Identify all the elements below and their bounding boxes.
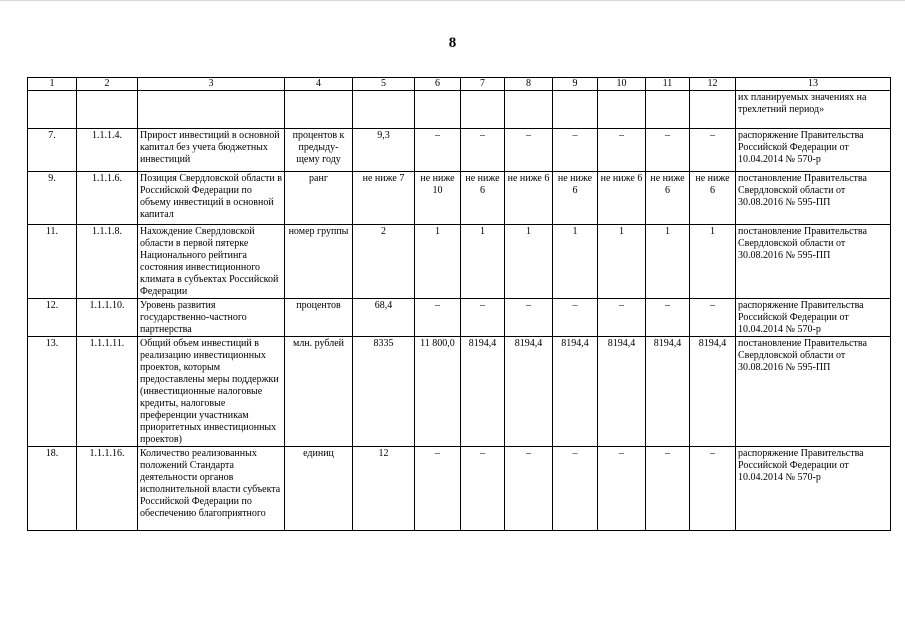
row-basis: постановление Правительства Свердловской области от 30.08.2016 № 595-ПП [736,337,891,447]
row-value-col9: – [553,299,598,337]
row-code: 1.1.1.4. [77,129,138,172]
row-value-col9: – [553,447,598,531]
row-value-col10: – [598,129,646,172]
row-value-col8 [505,91,553,129]
row-value-col11: – [646,299,690,337]
row-unit: процентов [285,299,353,337]
row-value-col10: – [598,299,646,337]
row-code: 1.1.1.11. [77,337,138,447]
row-value-col11: 8194,4 [646,337,690,447]
row-value-col6: – [415,299,461,337]
row-unit: номер группы [285,225,353,299]
row-value-col10: – [598,447,646,531]
header-col-7: 7 [461,78,505,91]
row-code [77,91,138,129]
row-unit: единиц [285,447,353,531]
row-value-col10: 8194,4 [598,337,646,447]
header-col-11: 11 [646,78,690,91]
row-number: 9. [28,172,77,225]
table-row-9 [28,172,891,225]
header-col-8: 8 [505,78,553,91]
header-col-12: 12 [690,78,736,91]
row-value-col11: – [646,129,690,172]
row-value-col8: – [505,447,553,531]
row-value-col9: – [553,129,598,172]
row-indicator-name [138,91,285,129]
row-basis: распоряжение Правительства Российской Федерации от 10.04.2014 № 570-р [736,129,891,172]
row-value-col11 [646,91,690,129]
row-value-col5: 2 [353,225,415,299]
header-col-4: 4 [285,78,353,91]
row-value-col5: не ниже 7 [353,172,415,225]
row-value-col6: – [415,447,461,531]
row-value-col7 [461,91,505,129]
row-value-col9: 1 [553,225,598,299]
row-basis: постановление Правительства Свердловской области от 30.08.2016 № 595-ПП [736,225,891,299]
row-indicator-name: Количество реализованных положений Стандарта деятельности органов исполнительной власти субъекта Российской Федерации по обеспечению благоприятного [138,447,285,531]
row-basis: распоряжение Правительства Российской Федерации от 10.04.2014 № 570-р [736,447,891,531]
row-value-col7: 8194,4 [461,337,505,447]
row-basis: постановление Правительства Свердловской области от 30.08.2016 № 595-ПП [736,172,891,225]
row-value-col11: 1 [646,225,690,299]
header-col-3: 3 [138,78,285,91]
row-value-col12: – [690,299,736,337]
row-value-col8: – [505,299,553,337]
table-row-13 [28,337,891,447]
row-indicator-name: Позиция Свердловской области в Российской Федерации по объему инвестиций в основной капитал [138,172,285,225]
row-value-col9: не ниже 6 [553,172,598,225]
row-indicator-name: Уровень развития государственно-частного партнерства [138,299,285,337]
row-number: 11. [28,225,77,299]
row-indicator-name: Общий объем инвестиций в реализацию инвестиционных проектов, которым предоставлены меры поддержки (инвестиционные налоговые кредиты, налоговые преференции участникам приоритетных инвестиционных проектов) [138,337,285,447]
row-indicator-name: Нахождение Свердловской области в первой пятерке Национального рейтинга состояния инвестиционного климата в субъектах Российской Федерации [138,225,285,299]
row-basis: распоряжение Правительства Российской Федерации от 10.04.2014 № 570-р [736,299,891,337]
indicators-table [27,77,891,531]
header-col-13: 13 [736,78,891,91]
row-basis: их планируемых значениях на трехлетний период» [736,91,891,129]
row-value-col12 [690,91,736,129]
table-row-continuation [28,91,891,129]
header-col-5: 5 [353,78,415,91]
row-value-col5: 9,3 [353,129,415,172]
header-col-9: 9 [553,78,598,91]
row-value-col7: – [461,447,505,531]
row-value-col5: 68,4 [353,299,415,337]
row-value-col5 [353,91,415,129]
row-value-col9: 8194,4 [553,337,598,447]
row-value-col10: 1 [598,225,646,299]
row-value-col8: 1 [505,225,553,299]
row-value-col6: 1 [415,225,461,299]
row-code: 1.1.1.8. [77,225,138,299]
row-number: 18. [28,447,77,531]
header-col-2: 2 [77,78,138,91]
row-value-col6: не ниже 10 [415,172,461,225]
row-indicator-name: Прирост инвестиций в основной капитал без учета бюджетных инвестиций [138,129,285,172]
row-value-col5: 8335 [353,337,415,447]
row-value-col8: – [505,129,553,172]
header-row [28,78,891,91]
row-unit [285,91,353,129]
row-number: 13. [28,337,77,447]
row-value-col6 [415,91,461,129]
row-value-col12: – [690,129,736,172]
row-value-col7: – [461,129,505,172]
row-value-col7: – [461,299,505,337]
row-value-col11: не ниже 6 [646,172,690,225]
row-value-col8: не ниже 6 [505,172,553,225]
row-value-col5: 12 [353,447,415,531]
row-value-col9 [553,91,598,129]
table-row-11 [28,225,891,299]
row-value-col6: 11 800,0 [415,337,461,447]
row-unit: процентов к предыду-щему году [285,129,353,172]
header-col-6: 6 [415,78,461,91]
header-col-1: 1 [28,78,77,91]
row-code: 1.1.1.6. [77,172,138,225]
row-number [28,91,77,129]
row-value-col12: 8194,4 [690,337,736,447]
row-value-col12: – [690,447,736,531]
row-value-col7: 1 [461,225,505,299]
row-value-col12: 1 [690,225,736,299]
table-row-12 [28,299,891,337]
row-unit: ранг [285,172,353,225]
table-row-18 [28,447,891,531]
table-row-7 [28,129,891,172]
row-value-col6: – [415,129,461,172]
row-value-col11: – [646,447,690,531]
row-value-col8: 8194,4 [505,337,553,447]
page-number: 8 [448,35,457,51]
header-col-10: 10 [598,78,646,91]
row-code: 1.1.1.16. [77,447,138,531]
row-unit: млн. рублей [285,337,353,447]
row-value-col10: не ниже 6 [598,172,646,225]
row-number: 12. [28,299,77,337]
row-value-col12: не ниже 6 [690,172,736,225]
page-top-edge [0,0,905,1]
row-code: 1.1.1.10. [77,299,138,337]
row-number: 7. [28,129,77,172]
row-value-col10 [598,91,646,129]
row-value-col7: не ниже 6 [461,172,505,225]
